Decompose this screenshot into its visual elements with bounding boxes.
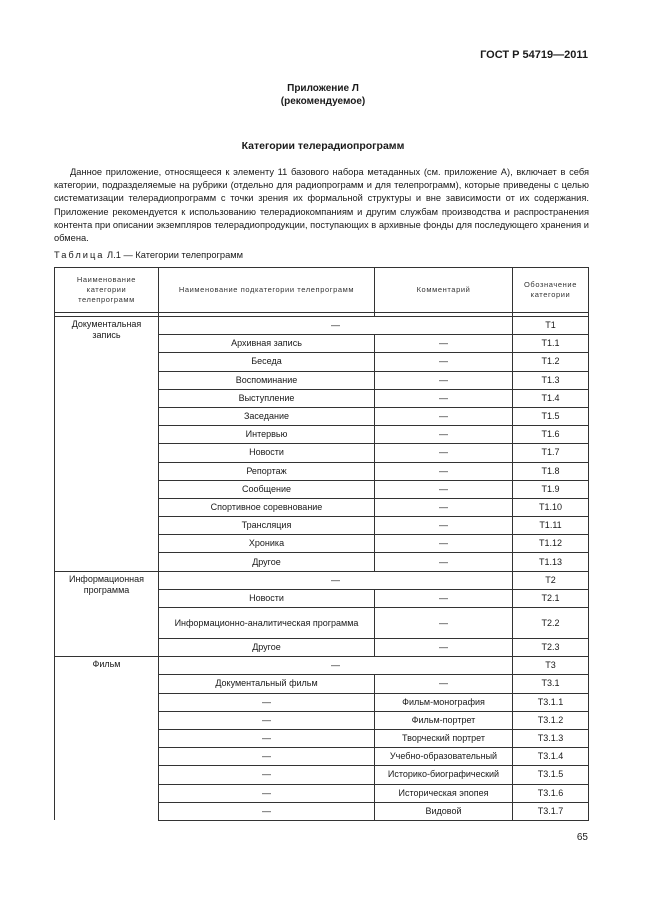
category-dash: — — [159, 571, 513, 589]
code: Т1.11 — [513, 517, 589, 535]
annex-status: (рекомендуемое) — [280, 96, 366, 107]
code: Т3.1.4 — [513, 748, 589, 766]
code: Т3.1 — [513, 675, 589, 693]
comment: — — [375, 498, 513, 516]
subcategory: — — [159, 729, 375, 747]
standard-number: ГОСТ Р 54719—2011 — [480, 49, 588, 61]
subcategory: Другое — [159, 639, 375, 657]
subcategory: Репортаж — [159, 462, 375, 480]
category-code: Т2 — [513, 571, 589, 589]
comment: Видовой — [375, 802, 513, 820]
subcategory: — — [159, 802, 375, 820]
section-title: Категории телерадиопрограмм — [241, 140, 405, 152]
subcategory: Документальный фильм — [159, 675, 375, 693]
comment: — — [375, 371, 513, 389]
code: Т1.10 — [513, 498, 589, 516]
code: Т1.6 — [513, 426, 589, 444]
code: Т3.1.2 — [513, 711, 589, 729]
code: Т3.1.1 — [513, 693, 589, 711]
header-code: Обозначение категории — [513, 268, 589, 313]
code: Т3.1.6 — [513, 784, 589, 802]
page-number: 65 — [576, 832, 588, 843]
intro-paragraph: Данное приложение, относящееся к элементу 11 базового набора метаданных (см. приложение А), включает в себя категории, подразделяемые на рубрики (отдельно для радиопрограмм и для телепрограмм), которые приведены с целью систематизации телерадиопрограмм с точки зрения их формальной структуры и вне зависимости от их содержания. Приложение рекомендуется к использованию телерадиокомпаниям и другим службам производства и распространения контента при описании экземпляров телерадиопродукции, поступающих в архивные фонды для последующего хранения и обмена. — [54, 167, 589, 244]
header-subcategory: Наименование подкатегории телепрограмм — [159, 268, 375, 313]
comment: Историческая эпопея — [375, 784, 513, 802]
comment: — — [375, 517, 513, 535]
subcategory: Трансляция — [159, 517, 375, 535]
comment: — — [375, 389, 513, 407]
comment: — — [375, 444, 513, 462]
code: Т2.1 — [513, 589, 589, 607]
subcategory: Архивная запись — [159, 335, 375, 353]
header-comment: Комментарий — [375, 268, 513, 313]
comment: — — [375, 462, 513, 480]
comment: Историко-биографический — [375, 766, 513, 784]
comment: — — [375, 426, 513, 444]
category-name: Фильм — [55, 657, 159, 821]
code: Т1.3 — [513, 371, 589, 389]
code: Т1.4 — [513, 389, 589, 407]
subcategory: Беседа — [159, 353, 375, 371]
comment: — — [375, 589, 513, 607]
subcategory: Заседание — [159, 407, 375, 425]
code: Т1.5 — [513, 407, 589, 425]
code: Т1.2 — [513, 353, 589, 371]
header-category: Наименование категории телепрограмм — [55, 268, 159, 313]
table-row — [55, 571, 589, 589]
comment: — — [375, 535, 513, 553]
table-header-row — [55, 268, 589, 313]
subcategory: Спортивное соревнование — [159, 498, 375, 516]
subcategory: Новости — [159, 444, 375, 462]
table-caption — [54, 250, 243, 260]
subcategory: — — [159, 784, 375, 802]
code: Т2.3 — [513, 639, 589, 657]
comment: Фильм-монография — [375, 693, 513, 711]
category-dash: — — [159, 317, 513, 335]
code: Т3.1.3 — [513, 729, 589, 747]
subcategory: Воспоминание — [159, 371, 375, 389]
annex-heading — [0, 82, 646, 108]
subcategory: Выступление — [159, 389, 375, 407]
subcategory: — — [159, 766, 375, 784]
code: Т3.1.7 — [513, 802, 589, 820]
comment: — — [375, 553, 513, 571]
subcategory: — — [159, 748, 375, 766]
comment: — — [375, 675, 513, 693]
comment: Учебно-образовательный — [375, 748, 513, 766]
category-name: Документальная запись — [55, 317, 159, 572]
annex-title: Приложение Л — [287, 83, 359, 94]
comment: Фильм-портрет — [375, 711, 513, 729]
category-code: Т3 — [513, 657, 589, 675]
table-row — [55, 317, 589, 335]
code: Т1.13 — [513, 553, 589, 571]
code: Т3.1.5 — [513, 766, 589, 784]
code: Т1.9 — [513, 480, 589, 498]
comment: — — [375, 608, 513, 639]
categories-table — [54, 267, 589, 821]
table-row — [55, 657, 589, 675]
subcategory: Информационно-аналитическая программа — [159, 608, 375, 639]
category-dash: — — [159, 657, 513, 675]
table-caption-prefix: Таблица — [54, 250, 105, 260]
subcategory: Хроника — [159, 535, 375, 553]
code: Т1.1 — [513, 335, 589, 353]
code: Т1.8 — [513, 462, 589, 480]
table-caption-text: Л.1 — Категории телепрограмм — [104, 250, 244, 260]
comment: — — [375, 639, 513, 657]
code: Т2.2 — [513, 608, 589, 639]
comment: — — [375, 335, 513, 353]
subcategory: Интервью — [159, 426, 375, 444]
comment: — — [375, 353, 513, 371]
category-name: Информационная программа — [55, 571, 159, 657]
subcategory: — — [159, 693, 375, 711]
comment: — — [375, 407, 513, 425]
code: Т1.7 — [513, 444, 589, 462]
comment: Творческий портрет — [375, 729, 513, 747]
subcategory: Другое — [159, 553, 375, 571]
code: Т1.12 — [513, 535, 589, 553]
subcategory: — — [159, 711, 375, 729]
subcategory: Новости — [159, 589, 375, 607]
category-code: Т1 — [513, 317, 589, 335]
comment: — — [375, 480, 513, 498]
subcategory: Сообщение — [159, 480, 375, 498]
